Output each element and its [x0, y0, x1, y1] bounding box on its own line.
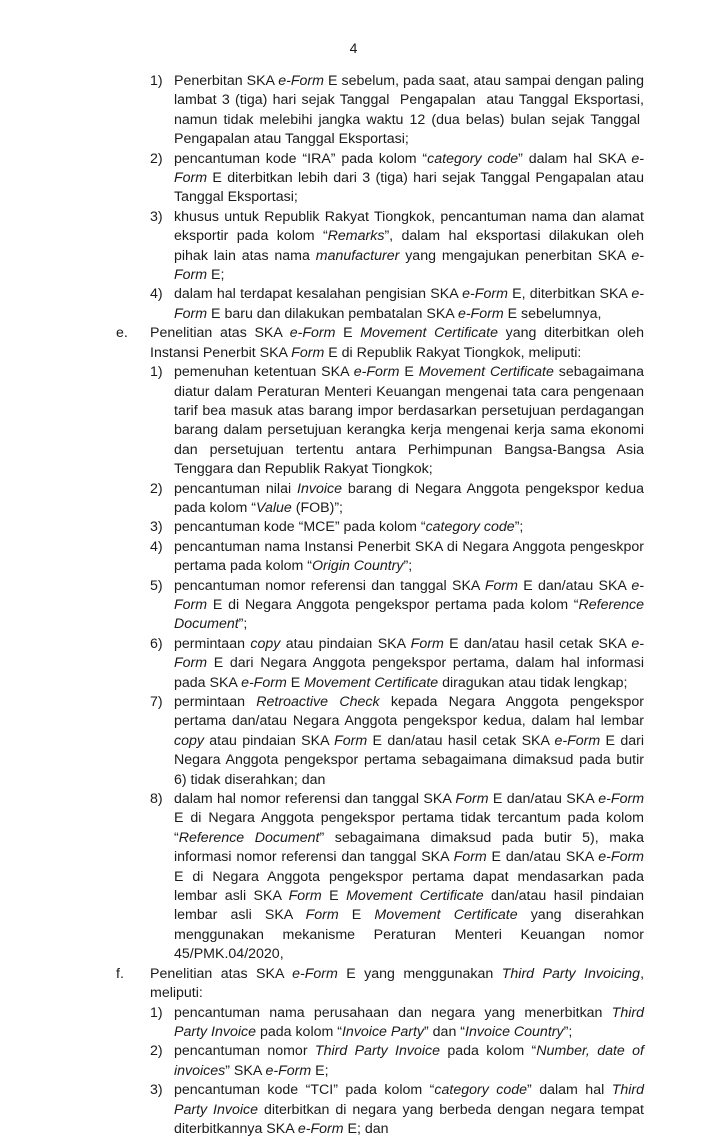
list-item — [116, 693, 644, 790]
list-marker: 1) — [150, 73, 163, 89]
list-marker: 3) — [150, 519, 163, 536]
document-body — [116, 72, 644, 1139]
list-item-text: dalam hal terdapat kesalahan pengisian SKA e-Form E, diterbitkan SKA e-Form E baru dan dilakukan pembatalan SKA e-Form E sebelumnya, — [174, 286, 644, 322]
list-marker: 8) — [150, 791, 163, 808]
list-marker: 4) — [150, 538, 163, 555]
list-item-text: pencantuman nomor referensi dan tanggal SKA Form E dan/atau SKA e-Form E di Negara Anggota pengekspor pertama pada kolom “Reference Document”; — [174, 577, 644, 633]
list-marker: 5) — [150, 577, 163, 594]
list-item-text: permintaan Retroactive Check kepada Negara Anggota pengekspor pertama dan/atau Negara Anggota pengekspor kedua, dalam hal lembar copy atau pindaian SKA Form E dan/atau hasil cetak SKA e-Form E dari Negara Anggota pengekspor pertama sebagaimana dimaksud pada butir 6) tidak diserahkan; dan — [174, 694, 644, 788]
list-item — [116, 518, 644, 537]
list-item — [116, 1004, 644, 1043]
list-item-text: Penerbitan SKA e-Form E sebelum, pada saat, atau sampai dengan paling lambat 3 (tiga) hari sejak Tanggal Pengapalan atau Tanggal Eksportasi, namun tidak melebihi jangka waktu 12 (dua belas) bulan sejak Tanggal Pengapalan atau Tanggal Eksportasi; — [174, 73, 644, 148]
list-marker: 3) — [150, 208, 163, 225]
page-number: 4 — [349, 40, 358, 56]
list-marker: 2) — [150, 1043, 163, 1060]
list-item — [116, 577, 644, 635]
list-marker: 2) — [150, 150, 163, 167]
list-item — [116, 150, 644, 208]
list-item-text: pencantuman kode “IRA” pada kolom “category code” dalam hal SKA e-Form E diterbitkan lebih dari 3 (tiga) hari sejak Tanggal Pengapalan atau Tanggal Eksportasi; — [174, 150, 645, 206]
list-item-text: khusus untuk Republik Rakyat Tiongkok, pencantuman nama dan alamat eksportir pada kolom “Remarks”, dalam hal eksportasi dilakukan oleh pihak lain atas nama manufacturer yang mengajukan penerbitan SKA e-Form E; — [174, 208, 644, 284]
list-item — [116, 363, 644, 479]
list-item-text: dalam hal nomor referensi dan tanggal SKA Form E dan/atau SKA e-Form E di Negara Anggota pengekspor pertama tidak tercantum pada kolom “Reference Document” sebagaimana dimaksud pada butir 5), maka informasi nomor referensi dan tanggal SKA Form E dan/atau SKA e-Form E di Negara Anggota pengekspor pertama dapat mendasarkan pada lembar asli SKA Form E Movement Certificate dan/atau hasil pindaian lembar asli SKA Form E Movement Certificate yang diserahkan menggunakan mekanisme Peraturan Menteri Keuangan nomor 45/PMK.04/2020, — [174, 791, 645, 963]
list-item — [116, 285, 644, 324]
list-item-text: Penelitian atas SKA e-Form E Movement Certificate yang diterbitkan oleh Instansi Penerbit SKA Form E di Republik Rakyat Tiongkok, meliputi: — [150, 325, 645, 361]
list-marker: 6) — [150, 635, 163, 652]
list-marker: e. — [116, 325, 128, 342]
list-item-text: pencantuman nama Instansi Penerbit SKA di Negara Anggota pengeskpor pertama pada kolom “Origin Country”; — [174, 538, 644, 575]
list-item — [116, 790, 644, 965]
list-section — [116, 324, 644, 363]
list-item — [116, 635, 644, 693]
list-item-text: permintaan copy atau pindaian SKA Form E dan/atau hasil cetak SKA e-Form E dari Negara Anggota pengekspor pertama, dalam hal informasi pada SKA e-Form E Movement Certificate diragukan atau tidak lengkap; — [174, 635, 644, 691]
list-marker: 1) — [150, 1004, 163, 1021]
list-marker: f. — [116, 965, 124, 982]
list-marker: 1) — [150, 364, 163, 381]
list-item-text: pencantuman nilai Invoice barang di Negara Anggota pengekspor kedua pada kolom “Value (FOB)”; — [174, 480, 644, 516]
list-item-text: Penelitian atas SKA e-Form E yang menggunakan Third Party Invoicing, meliputi: — [150, 965, 645, 1002]
list-item — [116, 208, 644, 286]
list-item — [116, 1042, 644, 1081]
list-item-text: pemenuhan ketentuan SKA e-Form E Movement Certificate sebagaimana diatur dalam Peraturan Menteri Keuangan mengenai tata cara pengenaan tarif bea masuk atas barang impor berdasarkan persetujuan perdagangan barang dalam persetujuan kerangka kerja mengenai kerja sama ekonomi dan persetujuan tertentu antara Perhimpunan Bangsa-Bangsa Asia Tenggara dan Republik Rakyat Tiongkok; — [174, 364, 644, 478]
list-marker: 4) — [150, 286, 163, 303]
list-item — [116, 72, 644, 150]
list-item-text: pencantuman kode “TCI” pada kolom “category code” dalam hal Third Party Invoice diterbitkan di negara yang berbeda dengan negara tempat diterbitkannya SKA e-Form E; dan — [174, 1082, 645, 1137]
list-item-text: pencantuman kode “MCE” pada kolom “category code”; — [174, 519, 524, 536]
list-item — [116, 538, 644, 577]
list-item — [116, 1081, 644, 1139]
list-item — [116, 480, 644, 519]
list-item-text: pencantuman nomor Third Party Invoice pada kolom “Number, date of invoices” SKA e-Form E; — [174, 1043, 644, 1079]
list-section — [116, 965, 644, 1004]
list-marker: 3) — [150, 1082, 163, 1099]
list-marker: 2) — [150, 480, 163, 497]
list-item-text: pencantuman nama perusahaan dan negara yang menerbitkan Third Party Invoice pada kolom “Invoice Party” dan “Invoice Country”; — [174, 1004, 644, 1040]
list-marker: 7) — [150, 694, 163, 710]
